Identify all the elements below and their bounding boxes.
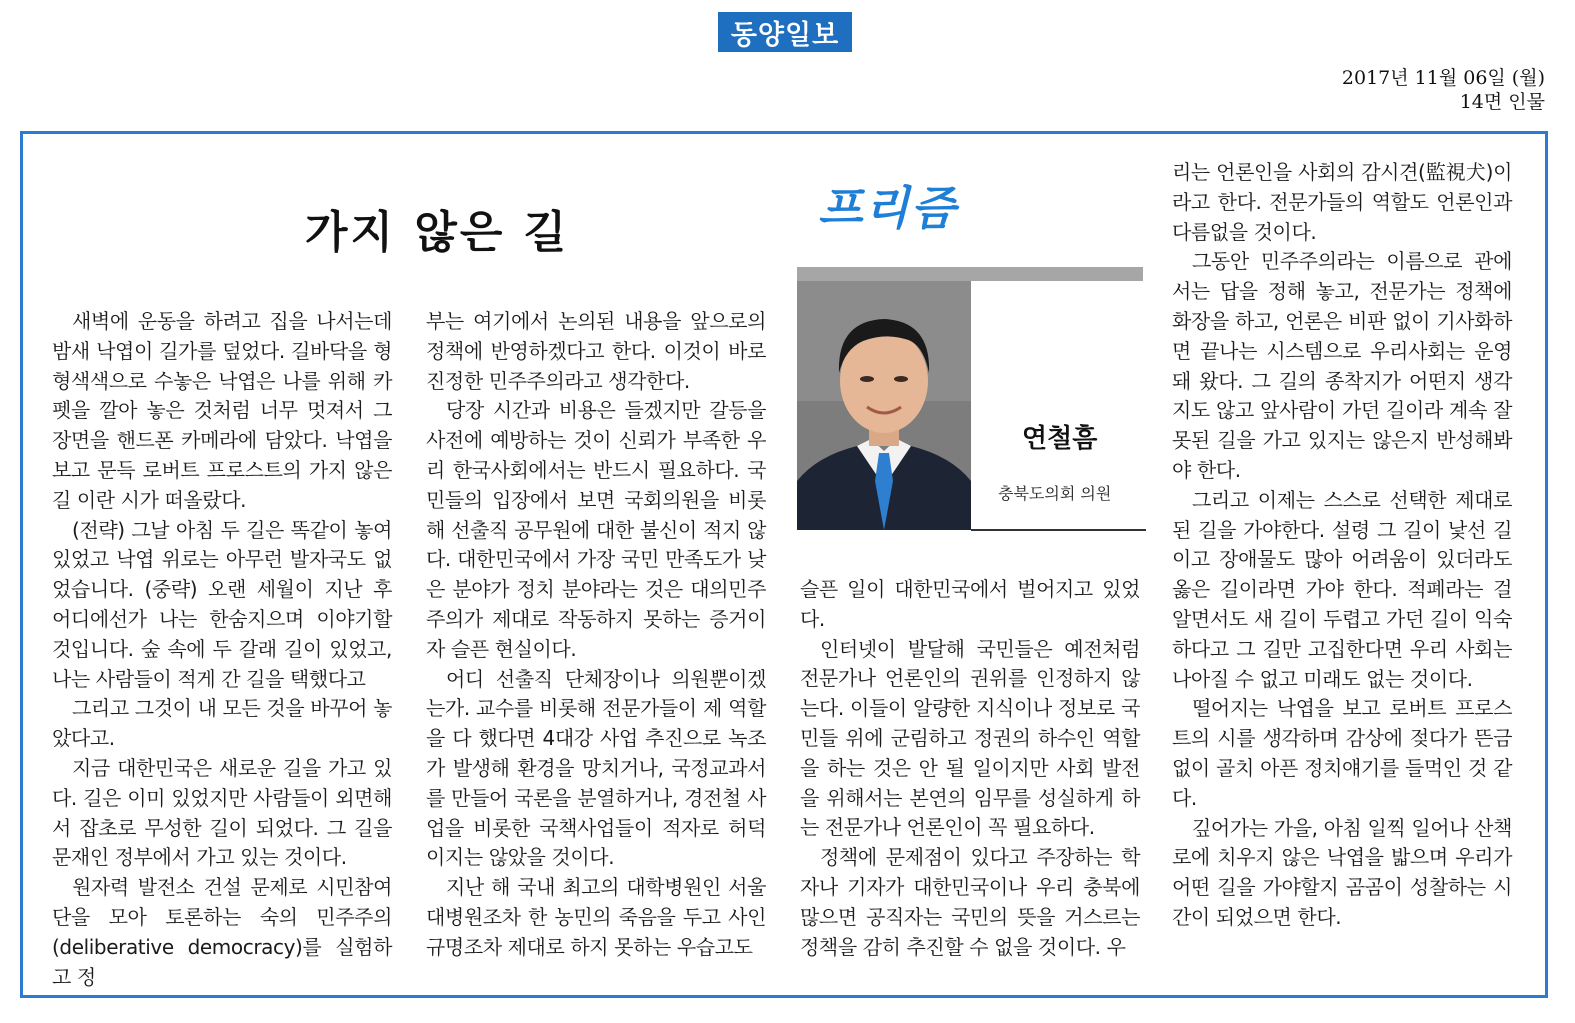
paragraph: 인터넷이 발달해 국민들은 예전처럼 전문가나 언론인의 권위를 인정하지 않는다. 이들이 알량한 지식이나 정보로 국민들 위에 군림하고 정권의 하수인 역할을 하는 것은 안 될 일이지만 사회 발전을 위해서는 본연의 임무를 성실하게 하는 전문가나 언론인이 꼭 필요하다. <box>800 636 1140 840</box>
paragraph: 그동안 민주주의라는 이름으로 관에서는 답을 정해 놓고, 전문가는 정책에 화장을 하고, 언론은 비판 없이 기사화하면 끝나는 시스템으로 우리사회는 운영돼 왔다. 그 길의 종착지가 어떤지 생각지도 않고 앞사람이 가던 길이라 계속 잘못된 길을 가고 있지는 않은지 반성해봐야 한다. <box>1172 249 1512 482</box>
paragraph: 떨어지는 낙엽을 보고 로버트 프로스트의 시를 생각하며 감상에 젖다가 뜬금없이 골치 아픈 정치얘기를 들먹인 것 같다. <box>1172 696 1512 810</box>
paragraph: 깊어가는 가을, 아침 일찍 일어나 산책로에 치우지 않은 낙엽을 밟으며 우리가 어떤 길을 가야할지 곰곰이 성찰하는 시간이 되었으면 한다. <box>1172 815 1512 929</box>
paragraph: 그리고 그것이 내 모든 것을 바꾸어 놓았다고. <box>52 696 392 751</box>
byline-rule <box>971 529 1146 531</box>
article-column-3 <box>800 575 1140 962</box>
column-label: 프리즘 <box>818 181 958 235</box>
paragraph: 당장 시간과 비용은 들겠지만 갈등을 사전에 예방하는 것이 신뢰가 부족한 우리 한국사회에서는 반드시 필요하다. 국민들의 입장에서 보면 국회의원을 비롯해 선출직 공무원에 대한 불신이 적지 않다. 대한민국에서 가장 국민 만족도가 낮은 분야가 정치 분야라는 것은 대의민주주의가 제대로 작동하지 못하는 증거이자 슬픈 현실이다. <box>426 398 766 661</box>
paragraph: 어디 선출직 단체장이나 의원뿐이겠는가. 교수를 비롯해 전문가들이 제 역할을 다 했다면 4대강 사업 추진으로 녹조가 발생해 환경을 망치거나, 국정교과서를 만들어 국론을 분열하거나, 경전철 사업을 비롯한 국책사업들이 적자로 허덕이지는 않았을 것이다. <box>426 666 766 870</box>
author-portrait-image <box>797 281 971 530</box>
article-column-2 <box>426 307 766 963</box>
paragraph: (전략) 그날 아침 두 길은 똑같이 놓여 있었고 낙엽 위로는 아무런 발자국도 없었습니다. (중략) 오랜 세월이 지난 후 어디에선가 나는 한숨지으며 이야기할 것입니다. 숲 속에 두 갈래 길이 있었고, 나는 사람들이 적게 간 길을 택했다고 <box>52 517 392 691</box>
dateline <box>1342 66 1545 114</box>
paragraph: 부는 여기에서 논의된 내용을 앞으로의 정책에 반영하겠다고 한다. 이것이 바로 진정한 민주주의라고 생각한다. <box>426 309 766 393</box>
paragraph: 그리고 이제는 스스로 선택한 제대로 된 길을 가야한다. 설령 그 길이 낯선 길이고 장애물도 많아 어려움이 있더라도 옳은 길이라면 가야 한다. 적폐라는 걸 알면서도 새 길이 두렵고 가던 길이 익숙하다고 그 길만 고집한다면 우리 사회는 나아질 수 없고 미래도 없는 것이다. <box>1172 487 1512 691</box>
author-title: 충북도의회 의원 <box>998 484 1112 503</box>
paragraph: 리는 언론인을 사회의 감시견(監視犬)이라고 한다. 전문가들의 역할도 언론인과 다름없을 것이다. <box>1172 160 1512 244</box>
article-column-1 <box>52 307 392 992</box>
paragraph: 슬픈 일이 대한민국에서 벌어지고 있었다. <box>800 577 1140 631</box>
paragraph: 새벽에 운동을 하려고 집을 나서는데 밤새 낙엽이 길가를 덮었다. 길바닥을 형형색색으로 수놓은 낙엽은 나를 위해 카펫을 깔아 놓은 것처럼 너무 멋져서 그 장면을 핸드폰 카메라에 담았다. 낙엽을 보고 문득 로버트 프로스트의 가지 않은 길 이란 시가 떠올랐다. <box>52 309 392 512</box>
article-headline: 가지 않은 길 <box>305 207 570 258</box>
author-photo <box>797 281 971 530</box>
paragraph: 지난 해 국내 최고의 대학병원인 서울대병원조차 한 농민의 죽음을 두고 사인 규명조차 제대로 하지 못하는 우습고도 <box>426 875 766 959</box>
newspaper-logo: 동양일보 <box>718 12 852 52</box>
paragraph: 지금 대한민국은 새로운 길을 가고 있다. 길은 이미 있었지만 사람들이 외면해서 잡초로 무성한 길이 되었다. 그 길을 문재인 정부에서 가고 있는 것이다. <box>52 755 392 870</box>
page-section-text: 14면 인물 <box>1459 91 1545 113</box>
photo-top-bar <box>797 267 1143 281</box>
paragraph: 원자력 발전소 건설 문제로 시민참여단을 모아 토론하는 숙의 민주주의(deliberative democracy)를 실험하고 정 <box>52 875 392 989</box>
paragraph: 정책에 문제점이 있다고 주장하는 학자나 기자가 대한민국이나 우리 충북에 많으면 공직자는 국민의 뜻을 거스르는 정책을 감히 추진할 수 없을 것이다. 우 <box>800 845 1140 959</box>
author-name: 연철흠 <box>1022 424 1098 454</box>
article-column-4 <box>1172 158 1512 933</box>
date-text: 2017년 11월 06일 (월) <box>1341 67 1545 89</box>
